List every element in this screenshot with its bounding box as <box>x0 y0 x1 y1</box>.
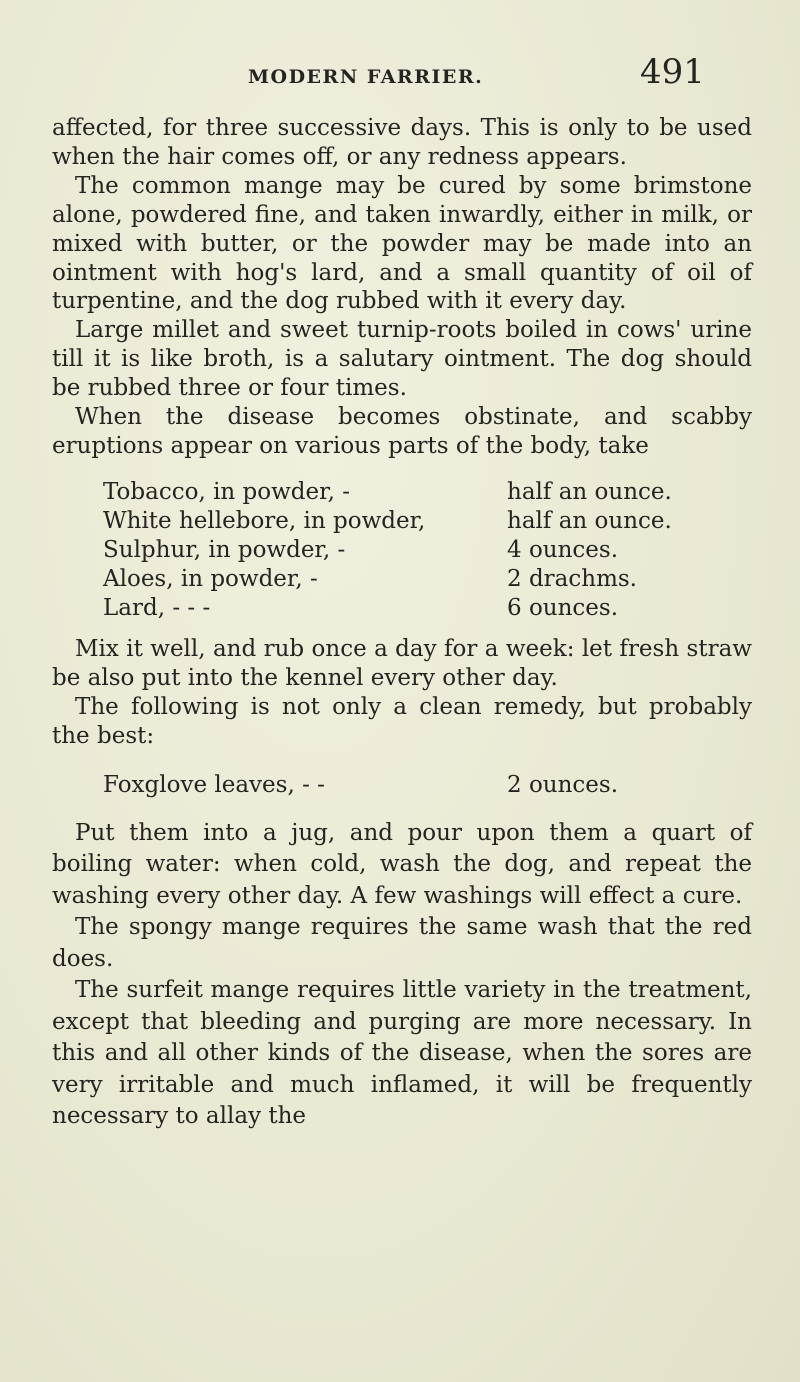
recipe-amount: 4 ounces. <box>507 536 619 563</box>
recipe-ingredient: Tobacco, in powder, - <box>103 478 351 505</box>
recipe-ingredient: Aloes, in powder, - <box>103 565 318 592</box>
recipe-ingredient: Lard, - - - <box>103 594 211 621</box>
recipe-amount: 2 drachms. <box>507 565 637 592</box>
recipe-row <box>103 594 693 623</box>
paragraph-millet-ointment: Large millet and sweet turnip-roots boiled in cows' urine till it is like broth, is a salutary ointment. The dog should be rubbed three or four times. <box>52 317 752 402</box>
recipe-row <box>103 565 693 594</box>
page-body <box>52 114 752 1133</box>
paragraph-clean-remedy: The following is not only a clean remedy, but probably the best: <box>52 694 752 750</box>
paragraph-obstinate-disease: When the disease becomes obstinate, and scabby eruptions appear on various parts of the body, take <box>52 404 752 459</box>
recipe-amount: half an ounce. <box>507 507 672 534</box>
paragraph-spongy-mange: The spongy mange requires the same wash that the red does. <box>52 914 752 972</box>
recipe-row <box>103 771 693 800</box>
paragraph-wash-instructions: Put them into a jug, and pour upon them a quart of boiling water: when cold, wash the dog, and repeat the washing every other day. A few washings will effect a cure. <box>52 819 752 909</box>
recipe-row <box>103 478 693 507</box>
paragraph-mix-instructions: Mix it well, and rub once a day for a week: let fresh straw be also put into the kennel every other day. <box>52 636 752 692</box>
recipe-ingredient: Sulphur, in powder, - <box>103 536 346 563</box>
recipe-foxglove <box>103 771 693 800</box>
paragraph-common-mange: The common mange may be cured by some brimstone alone, powdered fine, and taken inwardly, either in milk, or mixed with butter, or the powder may be made into an ointment with hog's lard, and a small quantity of oil of turpentine, and the dog rubbed with it every day. <box>52 172 752 315</box>
paragraph-continuation: affected, for three successive days. This is only to be used when the hair comes off, or any redness appears. <box>52 115 752 170</box>
recipe-ointment <box>103 478 693 623</box>
recipe-ingredient: Foxglove leaves, - - <box>103 772 325 799</box>
recipe-ingredient: White hellebore, in powder, <box>103 507 426 534</box>
recipe-row <box>103 536 693 565</box>
page-header <box>0 52 800 92</box>
paragraph-surfeit-mange: The surfeit mange requires little variety in the treatment, except that bleeding and purging are more necessary. In this and all other kinds of the disease, when the sores are very irritable and much inflamed, it will be frequently necessary to allay the <box>52 977 752 1130</box>
recipe-row <box>103 507 693 536</box>
running-head: MODERN FARRIER. <box>248 66 484 88</box>
recipe-amount: 6 ounces. <box>507 594 619 621</box>
page-number: 491 <box>640 52 705 92</box>
recipe-amount: half an ounce. <box>507 478 672 505</box>
recipe-amount: 2 ounces. <box>507 772 619 799</box>
